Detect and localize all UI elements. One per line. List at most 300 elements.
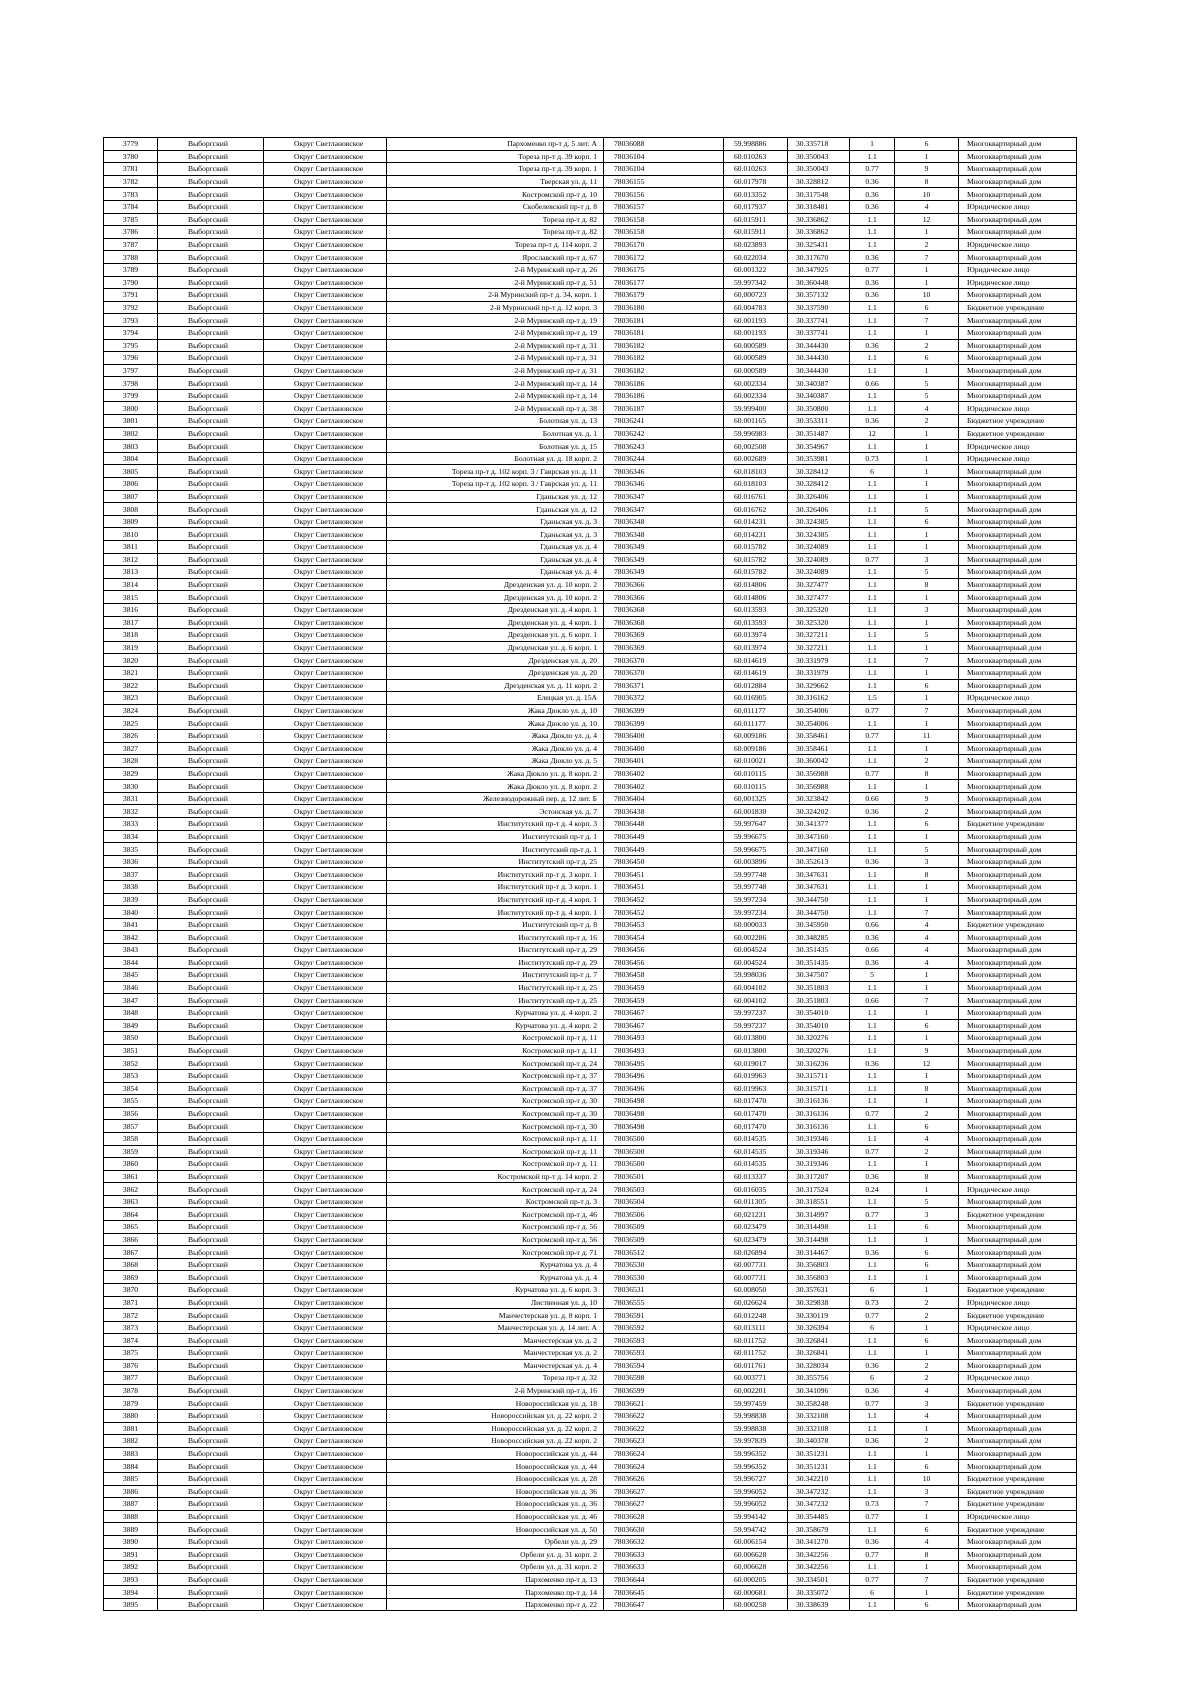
cell-address: Дрезденская ул. д. 6 корп. 1	[387, 629, 604, 642]
cell-num: 3844	[104, 956, 158, 969]
cell-address: Институтский пр-т д. 1	[387, 843, 604, 856]
cell-code: 78036104	[604, 163, 724, 176]
cell-district: Выборгский	[158, 1107, 264, 1120]
cell-k2: 4	[895, 931, 959, 944]
cell-k2: 1	[895, 276, 959, 289]
cell-address: Гданьская ул. д. 3	[387, 515, 604, 528]
cell-okrug: Округ Светлановское	[264, 1422, 387, 1435]
cell-k2: 6	[895, 138, 959, 151]
table-row	[104, 1032, 1077, 1045]
cell-code: 78036158	[604, 226, 724, 239]
table-row	[104, 818, 1077, 831]
cell-address: Пархоменко пр-т д. 22	[387, 1598, 604, 1611]
cell-district: Выборгский	[158, 1271, 264, 1284]
cell-lon: 30.344430	[788, 364, 850, 377]
cell-address: Институтский пр-т д. 4 корп. 1	[387, 906, 604, 919]
cell-k2: 6	[895, 1334, 959, 1347]
cell-district: Выборгский	[158, 1435, 264, 1448]
cell-k1: 1.1	[850, 1334, 895, 1347]
table-row	[104, 377, 1077, 390]
cell-district: Выборгский	[158, 1158, 264, 1171]
cell-code: 78036449	[604, 843, 724, 856]
cell-num: 3832	[104, 805, 158, 818]
cell-okrug: Округ Светлановское	[264, 931, 387, 944]
cell-k2: 6	[895, 352, 959, 365]
cell-lat: 60.004102	[724, 994, 788, 1007]
cell-lat: 59.997234	[724, 893, 788, 906]
cell-lon: 30.341377	[788, 818, 850, 831]
cell-lat: 60.006628	[724, 1561, 788, 1574]
cell-okrug: Округ Светлановское	[264, 1523, 387, 1536]
cell-k2: 3	[895, 855, 959, 868]
cell-code: 78036594	[604, 1359, 724, 1372]
cell-okrug: Округ Светлановское	[264, 1334, 387, 1347]
cell-type: Многоквартирный дом	[959, 641, 1077, 654]
cell-k1: 1.1	[850, 603, 895, 616]
cell-lon: 30.345950	[788, 918, 850, 931]
cell-lat: 60.014231	[724, 515, 788, 528]
table-row	[104, 339, 1077, 352]
cell-num: 3872	[104, 1309, 158, 1322]
cell-code: 78036349	[604, 566, 724, 579]
cell-code: 78036632	[604, 1535, 724, 1548]
cell-okrug: Округ Светлановское	[264, 276, 387, 289]
table-row	[104, 1422, 1077, 1435]
table-row	[104, 289, 1077, 302]
table-row	[104, 553, 1077, 566]
cell-lat: 60.007731	[724, 1258, 788, 1271]
cell-district: Выборгский	[158, 1573, 264, 1586]
cell-okrug: Округ Светлановское	[264, 541, 387, 554]
table-row	[104, 213, 1077, 226]
cell-k1: 1.1	[850, 1561, 895, 1574]
cell-code: 78036633	[604, 1548, 724, 1561]
cell-k1: 0.24	[850, 1183, 895, 1196]
cell-okrug: Округ Светлановское	[264, 629, 387, 642]
cell-lon: 30.344750	[788, 893, 850, 906]
cell-lon: 30.341096	[788, 1384, 850, 1397]
cell-code: 78036155	[604, 175, 724, 188]
cell-k2: 5	[895, 389, 959, 402]
cell-k2: 5	[895, 377, 959, 390]
cell-type: Многоквартирный дом	[959, 541, 1077, 554]
cell-type: Бюджетное учреждение	[959, 1586, 1077, 1599]
cell-lon: 30.354967	[788, 440, 850, 453]
table-row	[104, 326, 1077, 339]
cell-district: Выборгский	[158, 1095, 264, 1108]
cell-okrug: Округ Светлановское	[264, 1397, 387, 1410]
cell-k2: 4	[895, 1384, 959, 1397]
cell-code: 78036622	[604, 1409, 724, 1422]
cell-address: Дрезденская ул. д. 20	[387, 666, 604, 679]
cell-k2: 1	[895, 969, 959, 982]
table-row	[104, 767, 1077, 780]
cell-num: 3817	[104, 616, 158, 629]
cell-type: Многоквартирный дом	[959, 553, 1077, 566]
cell-k1: 1.1	[850, 742, 895, 755]
cell-lat: 60.000205	[724, 1573, 788, 1586]
cell-address: Костромской пр-т д. 11	[387, 1132, 604, 1145]
cell-code: 78036454	[604, 931, 724, 944]
table-row	[104, 528, 1077, 541]
cell-lon: 30.326841	[788, 1347, 850, 1360]
cell-district: Выборгский	[158, 352, 264, 365]
cell-lon: 30.332108	[788, 1422, 850, 1435]
cell-k1: 1.1	[850, 1233, 895, 1246]
cell-type: Многоквартирный дом	[959, 767, 1077, 780]
cell-okrug: Округ Светлановское	[264, 679, 387, 692]
cell-code: 78036399	[604, 704, 724, 717]
cell-num: 3895	[104, 1598, 158, 1611]
cell-okrug: Округ Светлановское	[264, 1409, 387, 1422]
cell-k1: 1.1	[850, 1347, 895, 1360]
cell-k2: 9	[895, 163, 959, 176]
cell-k1: 1.1	[850, 1485, 895, 1498]
cell-k2: 1	[895, 666, 959, 679]
cell-code: 78036400	[604, 742, 724, 755]
cell-okrug: Округ Светлановское	[264, 226, 387, 239]
cell-lat: 60.000258	[724, 1598, 788, 1611]
cell-k2: 7	[895, 704, 959, 717]
cell-type: Бюджетное учреждение	[959, 427, 1077, 440]
cell-k1: 1.1	[850, 1271, 895, 1284]
cell-k1: 1.1	[850, 402, 895, 415]
cell-address: Дрезденская ул. д. 4 корп. 1	[387, 616, 604, 629]
cell-lat: 60.019017	[724, 1057, 788, 1070]
cell-okrug: Округ Светлановское	[264, 1006, 387, 1019]
cell-lat: 60.010115	[724, 767, 788, 780]
cell-num: 3796	[104, 352, 158, 365]
cell-code: 78036504	[604, 1195, 724, 1208]
cell-okrug: Округ Светлановское	[264, 1170, 387, 1183]
cell-code: 78036624	[604, 1460, 724, 1473]
cell-lon: 30.323842	[788, 792, 850, 805]
cell-okrug: Округ Светлановское	[264, 1057, 387, 1070]
cell-k1: 0.36	[850, 1246, 895, 1259]
cell-address: Орбели ул. д. 31 корп. 2	[387, 1561, 604, 1574]
cell-code: 78036243	[604, 440, 724, 453]
cell-okrug: Округ Светлановское	[264, 427, 387, 440]
cell-type: Многоквартирный дом	[959, 1132, 1077, 1145]
cell-k2: 2	[895, 238, 959, 251]
cell-address: 2-й Муринский пр-т д. 19	[387, 326, 604, 339]
cell-num: 3873	[104, 1321, 158, 1334]
cell-lat: 60.017470	[724, 1107, 788, 1120]
cell-lon: 30.327477	[788, 578, 850, 591]
cell-type: Многоквартирный дом	[959, 251, 1077, 264]
cell-district: Выборгский	[158, 150, 264, 163]
cell-okrug: Округ Светлановское	[264, 742, 387, 755]
cell-address: Костромской пр-т д. 30	[387, 1107, 604, 1120]
cell-address: Костромской пр-т д. 71	[387, 1246, 604, 1259]
cell-district: Выборгский	[158, 301, 264, 314]
cell-type: Многоквартирный дом	[959, 1409, 1077, 1422]
cell-k2: 1	[895, 1510, 959, 1523]
cell-address: Костромской пр-т д. 24	[387, 1057, 604, 1070]
cell-okrug: Округ Светлановское	[264, 1069, 387, 1082]
cell-lat: 60.013974	[724, 629, 788, 642]
cell-okrug: Округ Светлановское	[264, 1347, 387, 1360]
cell-district: Выборгский	[158, 679, 264, 692]
cell-type: Многоквартирный дом	[959, 956, 1077, 969]
cell-lat: 60.008050	[724, 1284, 788, 1297]
cell-lat: 60.015782	[724, 553, 788, 566]
cell-district: Выборгский	[158, 1422, 264, 1435]
cell-code: 78036182	[604, 364, 724, 377]
cell-address: Жака Дюкло ул. д. 4	[387, 742, 604, 755]
cell-address: Дрезденская ул. д. 20	[387, 654, 604, 667]
cell-k1: 0.36	[850, 415, 895, 428]
cell-lat: 60.002334	[724, 377, 788, 390]
cell-code: 78036509	[604, 1221, 724, 1234]
cell-address: Новороссийская ул. д. 28	[387, 1472, 604, 1485]
cell-lon: 30.317670	[788, 251, 850, 264]
cell-num: 3862	[104, 1183, 158, 1196]
cell-lon: 30.356803	[788, 1271, 850, 1284]
cell-code: 78036450	[604, 855, 724, 868]
table-row	[104, 944, 1077, 957]
cell-num: 3781	[104, 163, 158, 176]
cell-num: 3804	[104, 452, 158, 465]
cell-lat: 60.004783	[724, 301, 788, 314]
cell-k2: 2	[895, 415, 959, 428]
cell-k2: 2	[895, 339, 959, 352]
cell-k2: 2	[895, 1372, 959, 1385]
cell-lon: 30.342256	[788, 1548, 850, 1561]
cell-num: 3850	[104, 1032, 158, 1045]
cell-type: Многоквартирный дом	[959, 1006, 1077, 1019]
cell-num: 3894	[104, 1586, 158, 1599]
cell-k2: 1	[895, 1095, 959, 1108]
cell-lat: 59.994742	[724, 1523, 788, 1536]
table-row	[104, 1233, 1077, 1246]
cell-k2: 1	[895, 641, 959, 654]
cell-num: 3821	[104, 666, 158, 679]
cell-k2: 5	[895, 843, 959, 856]
cell-k2: 1	[895, 528, 959, 541]
cell-k2: 1	[895, 591, 959, 604]
cell-district: Выборгский	[158, 1296, 264, 1309]
cell-type: Многоквартирный дом	[959, 1384, 1077, 1397]
cell-address: Жака Дюкло ул. д. 5	[387, 755, 604, 768]
cell-address: 2-й Муринский пр-т д. 51	[387, 276, 604, 289]
cell-num: 3808	[104, 503, 158, 516]
cell-num: 3865	[104, 1221, 158, 1234]
table-row	[104, 1447, 1077, 1460]
cell-okrug: Округ Светлановское	[264, 515, 387, 528]
cell-k1: 1.1	[850, 1447, 895, 1460]
cell-k1: 1.1	[850, 440, 895, 453]
cell-district: Выборгский	[158, 553, 264, 566]
cell-code: 78036647	[604, 1598, 724, 1611]
table-row	[104, 843, 1077, 856]
table-row	[104, 1183, 1077, 1196]
cell-code: 78036402	[604, 767, 724, 780]
cell-k2: 6	[895, 1120, 959, 1133]
cell-okrug: Округ Светлановское	[264, 238, 387, 251]
cell-k2: 6	[895, 301, 959, 314]
table-row	[104, 150, 1077, 163]
cell-address: Костромской пр-т д. 10	[387, 188, 604, 201]
cell-num: 3857	[104, 1120, 158, 1133]
cell-num: 3881	[104, 1422, 158, 1435]
cell-lon: 30.340387	[788, 377, 850, 390]
cell-type: Многоквартирный дом	[959, 1258, 1077, 1271]
cell-k2: 1	[895, 1069, 959, 1082]
cell-num: 3880	[104, 1409, 158, 1422]
cell-k1: 0.77	[850, 1208, 895, 1221]
cell-lat: 60.016035	[724, 1183, 788, 1196]
cell-k2: 6	[895, 1258, 959, 1271]
cell-code: 78036399	[604, 717, 724, 730]
cell-lat: 60.002334	[724, 389, 788, 402]
cell-lon: 30.347160	[788, 843, 850, 856]
cell-address: 2-й Муринский пр-т д. 19	[387, 314, 604, 327]
cell-lon: 30.329838	[788, 1296, 850, 1309]
cell-lat: 60.016905	[724, 692, 788, 705]
cell-type: Многоквартирный дом	[959, 881, 1077, 894]
cell-okrug: Округ Светлановское	[264, 830, 387, 843]
cell-num: 3876	[104, 1359, 158, 1372]
cell-num: 3815	[104, 591, 158, 604]
cell-district: Выборгский	[158, 326, 264, 339]
cell-type: Многоквартирный дом	[959, 352, 1077, 365]
cell-lat: 59.996727	[724, 1472, 788, 1485]
cell-k1: 1.1	[850, 843, 895, 856]
cell-num: 3792	[104, 301, 158, 314]
cell-okrug: Округ Светлановское	[264, 314, 387, 327]
cell-k1: 1.1	[850, 893, 895, 906]
cell-lon: 30.324385	[788, 515, 850, 528]
table-row	[104, 729, 1077, 742]
cell-k2: 4	[895, 402, 959, 415]
cell-type: Юридическое лицо	[959, 200, 1077, 213]
cell-type: Многоквартирный дом	[959, 969, 1077, 982]
cell-k1: 0.73	[850, 1296, 895, 1309]
cell-district: Выборгский	[158, 1069, 264, 1082]
cell-num: 3875	[104, 1347, 158, 1360]
cell-num: 3813	[104, 566, 158, 579]
cell-district: Выборгский	[158, 1258, 264, 1271]
cell-lon: 30.351803	[788, 994, 850, 1007]
cell-lat: 60.007731	[724, 1271, 788, 1284]
cell-district: Выборгский	[158, 1372, 264, 1385]
cell-k2: 2	[895, 805, 959, 818]
cell-okrug: Округ Светлановское	[264, 893, 387, 906]
cell-lon: 30.319346	[788, 1145, 850, 1158]
cell-code: 78036371	[604, 679, 724, 692]
cell-address: Скобелевский пр-т д. 8	[387, 200, 604, 213]
cell-num: 3870	[104, 1284, 158, 1297]
cell-district: Выборгский	[158, 364, 264, 377]
table-row	[104, 1158, 1077, 1171]
cell-address: Болотная ул. д. 1	[387, 427, 604, 440]
cell-address: Институтский пр-т д. 29	[387, 956, 604, 969]
cell-k1: 1.1	[850, 906, 895, 919]
cell-k1: 1.1	[850, 314, 895, 327]
cell-k1: 1.1	[850, 490, 895, 503]
cell-code: 78036599	[604, 1384, 724, 1397]
cell-address: Манчестерская ул. д. 14 лит. А	[387, 1321, 604, 1334]
cell-okrug: Округ Светлановское	[264, 1221, 387, 1234]
cell-okrug: Округ Светлановское	[264, 616, 387, 629]
cell-k1: 0.36	[850, 175, 895, 188]
cell-type: Многоквартирный дом	[959, 1535, 1077, 1548]
cell-k2: 6	[895, 1460, 959, 1473]
cell-k1: 0.36	[850, 1057, 895, 1070]
table-row	[104, 629, 1077, 642]
cell-num: 3820	[104, 654, 158, 667]
cell-lat: 59.997748	[724, 868, 788, 881]
cell-district: Выборгский	[158, 843, 264, 856]
cell-lon: 30.351435	[788, 956, 850, 969]
table-row	[104, 389, 1077, 402]
cell-code: 78036530	[604, 1271, 724, 1284]
cell-type: Многоквартирный дом	[959, 364, 1077, 377]
cell-okrug: Округ Светлановское	[264, 1472, 387, 1485]
cell-okrug: Округ Светлановское	[264, 981, 387, 994]
cell-code: 78036181	[604, 326, 724, 339]
data-table	[103, 137, 1077, 1611]
table-row	[104, 805, 1077, 818]
cell-address: Жака Дюкло ул. д. 4	[387, 729, 604, 742]
table-row	[104, 906, 1077, 919]
cell-okrug: Округ Светлановское	[264, 1372, 387, 1385]
cell-k1: 0.36	[850, 1435, 895, 1448]
table-row	[104, 541, 1077, 554]
cell-k2: 6	[895, 1598, 959, 1611]
cell-district: Выборгский	[158, 1586, 264, 1599]
cell-code: 78036593	[604, 1347, 724, 1360]
cell-address: Тореза пр-т д. 102 корп. 3 / Гаврская ул. д. 11	[387, 478, 604, 491]
cell-lat: 60.023479	[724, 1221, 788, 1234]
cell-k1: 0.66	[850, 918, 895, 931]
cell-num: 3788	[104, 251, 158, 264]
cell-okrug: Округ Светлановское	[264, 1284, 387, 1297]
cell-k2: 7	[895, 251, 959, 264]
cell-address: Новороссийская ул. д. 22 корп. 2	[387, 1422, 604, 1435]
cell-code: 78036592	[604, 1321, 724, 1334]
cell-lon: 30.356988	[788, 780, 850, 793]
cell-lat: 60.002286	[724, 931, 788, 944]
cell-okrug: Округ Светлановское	[264, 213, 387, 226]
cell-lat: 60.011177	[724, 704, 788, 717]
cell-district: Выборгский	[158, 893, 264, 906]
cell-type: Многоквартирный дом	[959, 1107, 1077, 1120]
cell-type: Многоквартирный дом	[959, 465, 1077, 478]
cell-address: Новороссийская ул. д. 36	[387, 1498, 604, 1511]
cell-okrug: Округ Светлановское	[264, 478, 387, 491]
cell-district: Выборгский	[158, 1006, 264, 1019]
table-row	[104, 704, 1077, 717]
cell-k2: 6	[895, 1246, 959, 1259]
cell-district: Выборгский	[158, 1321, 264, 1334]
table-row	[104, 1409, 1077, 1422]
cell-lon: 30.319346	[788, 1158, 850, 1171]
cell-lon: 30.329662	[788, 679, 850, 692]
cell-k2: 8	[895, 767, 959, 780]
cell-address: 2-й Муринский пр-т д. 14	[387, 389, 604, 402]
cell-lon: 30.351803	[788, 981, 850, 994]
cell-lat: 59.997839	[724, 1435, 788, 1448]
cell-district: Выборгский	[158, 1120, 264, 1133]
cell-okrug: Округ Светлановское	[264, 956, 387, 969]
table-row	[104, 1359, 1077, 1372]
cell-code: 78036458	[604, 969, 724, 982]
cell-code: 78036182	[604, 352, 724, 365]
cell-type: Многоквартирный дом	[959, 729, 1077, 742]
cell-type: Многоквартирный дом	[959, 843, 1077, 856]
